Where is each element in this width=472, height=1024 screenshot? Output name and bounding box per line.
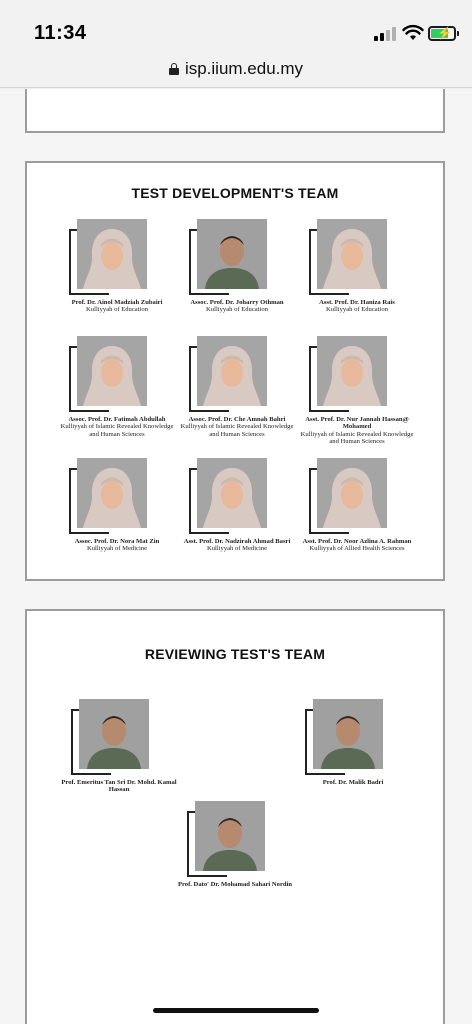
development_team-member-7 (57, 458, 177, 553)
member-name: Assoc. Prof. Dr. Joharry Othman (190, 299, 284, 306)
member-department: Kulliyyah of Education (86, 306, 148, 314)
member-department: Kulliyyah of Allied Health Sciences (309, 545, 405, 553)
development_team-member-6 (297, 336, 417, 446)
development-team-title: TEST DEVELOPMENT'S TEAM (131, 185, 339, 201)
development_team-member-3 (297, 219, 417, 314)
member-department: Kulliyyah of Medicine (86, 545, 148, 553)
development_team-member-5 (177, 336, 297, 438)
member-name: Assoc. Prof. Dr. Che Amnah Bahri (188, 416, 286, 423)
member-department: Kulliyyah of Islamic Revealed Knowledge and Human Sciences (300, 430, 414, 446)
member-department: Kulliyyah of Education (206, 306, 268, 314)
status-bar (0, 0, 472, 50)
member-photo (197, 336, 267, 406)
home-indicator[interactable] (153, 1008, 319, 1013)
development_team-member-8 (177, 458, 297, 553)
development_team-member-2 (177, 219, 297, 314)
member-photo (79, 699, 149, 769)
member-name: Assoc. Prof. Dr. Nora Mat Zin (74, 538, 160, 545)
development_team-member-9 (297, 458, 417, 553)
reviewing_team-member-2 (293, 699, 413, 786)
member-photo (317, 458, 387, 528)
member-name: Prof. Dr. Ainol Madziah Zubairi (71, 299, 163, 306)
member-department: Kulliyyah of Islamic Revealed Knowledge and Human Sciences (180, 423, 294, 438)
member-name: Assoc. Prof. Dr. Fatimah Abdullah (68, 416, 166, 423)
url-text: isp.iium.edu.my (184, 59, 304, 78)
page-content[interactable] (0, 89, 472, 1024)
member-photo (77, 336, 147, 406)
lock-icon (169, 63, 179, 75)
member-photo (77, 458, 147, 528)
member-department: Kulliyyah of Islamic Revealed Knowledge and Human Sciences (60, 423, 174, 438)
status-time: 11:34 (34, 22, 87, 44)
member-photo (197, 458, 267, 528)
member-photo (195, 801, 265, 871)
battery-charging-icon: ⚡ (428, 26, 456, 41)
member-photo (77, 219, 147, 289)
member-department: Kulliyyah of Education (326, 306, 388, 314)
member-name: Asst. Prof. Dr. Haniza Rais (319, 299, 395, 306)
member-name: Asst. Prof. Dr. Nadzirah Ahmad Basri (183, 538, 291, 545)
development-team-card (25, 161, 445, 581)
reviewing_team-member-1 (59, 699, 179, 794)
member-name: Asst. Prof. Dr. Noor Azlina A. Rahman (302, 538, 412, 545)
member-name: Prof. Dato' Dr. Mohamad Sahari Nordin (177, 881, 293, 888)
previous-section-card (25, 89, 445, 133)
member-department: Kulliyyah of Medicine (206, 545, 268, 553)
member-photo (313, 699, 383, 769)
cellular-signal-icon (374, 27, 398, 41)
member-name: Prof. Emeritus Tan Sri Dr. Mohd. Kamal Hassan (61, 779, 177, 794)
member-photo (197, 219, 267, 289)
reviewing-team-card (25, 609, 445, 1024)
member-photo (317, 219, 387, 289)
reviewing_team-member-3 (175, 801, 295, 888)
development_team-member-1 (57, 219, 177, 314)
reviewing-team-title: REVIEWING TEST'S TEAM (144, 646, 326, 662)
member-photo (317, 336, 387, 406)
address-bar[interactable] (0, 50, 472, 88)
member-name: Prof. Dr. Malik Badri (322, 779, 384, 786)
development_team-member-4 (57, 336, 177, 438)
member-name: Asst. Prof. Dr. Nur Jannah Hassan@ Mohamed (305, 416, 409, 431)
wifi-icon (402, 24, 424, 42)
